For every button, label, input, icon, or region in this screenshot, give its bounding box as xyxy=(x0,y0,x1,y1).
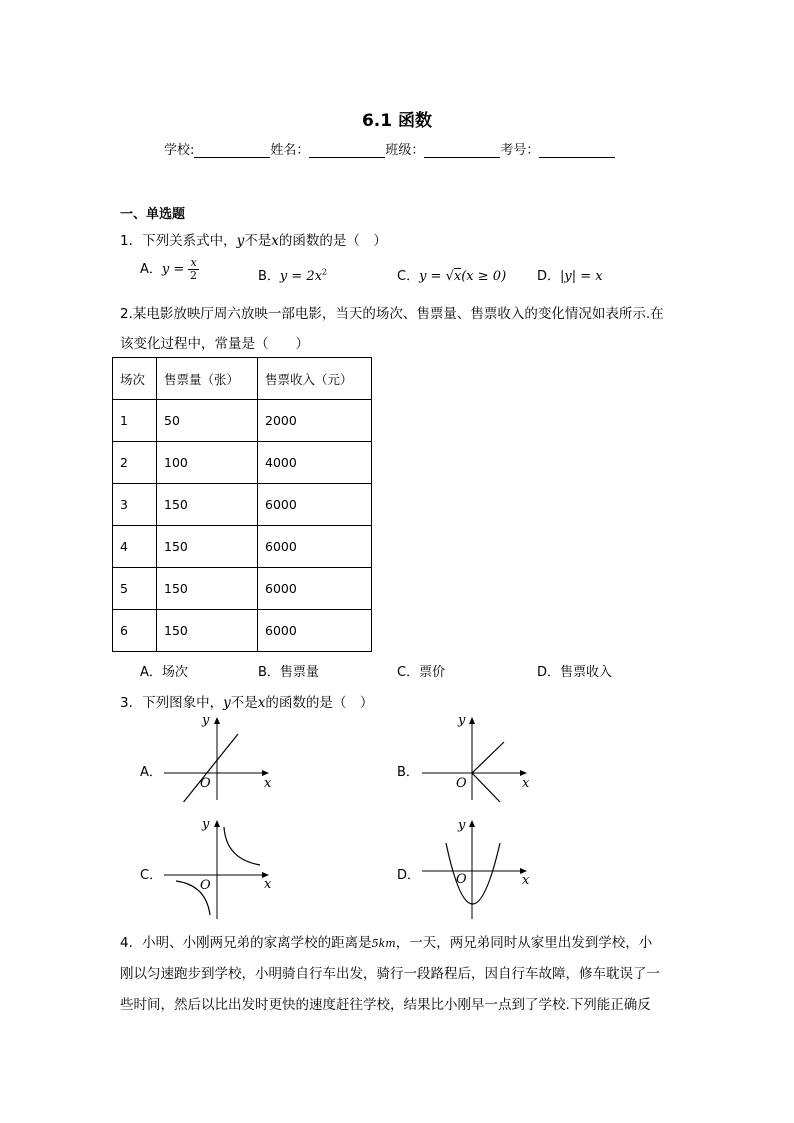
table-row xyxy=(113,442,372,484)
axis-y-label: y xyxy=(202,713,210,728)
graph-b xyxy=(418,712,538,802)
table-header-cell: 售票收入（元） xyxy=(258,358,372,400)
axis-x-label: x xyxy=(522,776,530,791)
graph-a xyxy=(160,712,280,802)
question-2-stem-line2: 该变化过程中，常量是（ ） xyxy=(120,336,309,352)
id-label: 考号： xyxy=(500,143,540,158)
graph-c xyxy=(160,815,280,920)
table-row xyxy=(113,526,372,568)
q1-option-a-fraction xyxy=(188,257,198,282)
q3-text-c: 的函数的是（ ） xyxy=(265,695,374,711)
q4-text-b: ，一天，两兄弟同时从家里出发到学校，小 xyxy=(395,935,653,951)
section-title: 一、单选题 xyxy=(120,207,186,222)
table-cell: 6000 xyxy=(258,610,372,652)
table-header-row xyxy=(113,358,372,400)
q1-var-y: y xyxy=(236,233,245,249)
q1-option-d-label: D． xyxy=(537,269,561,284)
q4-text-a: 4．小明、小刚两兄弟的家离学校的距离是 xyxy=(120,935,372,951)
q3-text-b: 不是 xyxy=(230,695,258,711)
table-cell: 100 xyxy=(157,442,258,484)
student-info-line xyxy=(164,139,615,158)
axis-x-label: x xyxy=(264,877,272,892)
origin-label: O xyxy=(456,872,467,887)
table-row xyxy=(113,484,372,526)
q1-option-c-lhs: y = xyxy=(419,269,446,284)
graph-c-label: C． xyxy=(140,868,163,883)
table-cell: 6000 xyxy=(258,526,372,568)
name-blank xyxy=(309,143,385,158)
origin-label: O xyxy=(456,776,467,791)
q3-var-x: x xyxy=(257,695,266,711)
question-3-stem xyxy=(120,691,373,711)
graph-d-label: D． xyxy=(397,868,421,883)
q1-text-b: 不是 xyxy=(244,233,272,249)
school-label: 学校: xyxy=(164,143,195,158)
table-cell: 150 xyxy=(157,610,258,652)
q1-text-c: 的函数的是（ ） xyxy=(278,233,387,249)
table-row xyxy=(113,568,372,610)
ticket-table xyxy=(112,357,372,652)
class-label: 班级： xyxy=(385,143,425,158)
table-cell: 6000 xyxy=(258,568,372,610)
graph-b-label: B． xyxy=(397,765,419,780)
axis-y-label: y xyxy=(202,817,210,832)
table-cell: 150 xyxy=(157,484,258,526)
q1-option-a xyxy=(140,257,199,282)
q1-option-c xyxy=(397,265,506,284)
table-cell: 4 xyxy=(113,526,157,568)
q3-var-y: y xyxy=(223,695,231,711)
q1-option-c-domain: (x ≥ 0) xyxy=(461,269,507,284)
question-2-stem-line1: 2.某电影放映厅周六放映一部电影，当天的场次、售票量、售票收入的变化情况如表所示.在 xyxy=(120,306,664,322)
axis-x-label: x xyxy=(522,873,530,888)
q1-option-a-lhs: y xyxy=(161,262,170,277)
axis-y-label: y xyxy=(458,713,466,728)
q2-option-b: B．售票量 xyxy=(258,665,319,680)
page-title: 6.1 函数 xyxy=(361,111,433,131)
school-blank xyxy=(194,143,270,158)
q1-text-a: 1．下列关系式中， xyxy=(120,233,237,249)
question-4-line3: 些时间，然后以比出发时更快的速度赶往学校，结果比小刚早一点到了学校.下列能正确反 xyxy=(120,997,651,1013)
q2-option-d: D．售票收入 xyxy=(537,665,613,680)
q1-option-b-expr: y = 2x xyxy=(279,269,323,284)
q1-option-d-expr: |y| = x xyxy=(560,269,603,284)
id-blank xyxy=(539,143,615,158)
q1-option-a-eq: = xyxy=(169,262,189,277)
class-blank xyxy=(424,143,500,158)
q1-option-b-label: B． xyxy=(258,269,280,284)
table-cell: 6 xyxy=(113,610,157,652)
question-1-stem xyxy=(120,229,387,249)
q1-option-b-exponent: 2 xyxy=(322,267,328,277)
q1-option-c-radicand: x xyxy=(453,269,462,284)
q1-option-a-label: A． xyxy=(140,262,162,277)
table-row xyxy=(113,610,372,652)
table-cell: 150 xyxy=(157,526,258,568)
table-cell: 2 xyxy=(113,442,157,484)
q1-var-x: x xyxy=(271,233,279,249)
q3-text-a: 3．下列图象中， xyxy=(120,695,224,711)
table-cell: 150 xyxy=(157,568,258,610)
table-cell: 6000 xyxy=(258,484,372,526)
axis-x-label: x xyxy=(264,776,272,791)
origin-label: O xyxy=(200,776,211,791)
q1-option-d xyxy=(537,265,603,284)
q1-option-c-label: C． xyxy=(397,269,420,284)
table-cell: 5 xyxy=(113,568,157,610)
q1-option-b xyxy=(258,265,327,284)
table-header-cell: 售票量（张） xyxy=(157,358,258,400)
table-cell: 50 xyxy=(157,400,258,442)
q2-option-c: C．票价 xyxy=(397,665,446,680)
fraction-numerator: x xyxy=(190,256,197,269)
table-cell: 3 xyxy=(113,484,157,526)
table-row xyxy=(113,400,372,442)
axis-y-label: y xyxy=(458,818,466,833)
table-cell: 4000 xyxy=(258,442,372,484)
graph-a-label: A． xyxy=(140,765,162,780)
origin-label: O xyxy=(200,878,211,893)
fraction-denominator: 2 xyxy=(190,269,198,282)
question-4-line2: 刚以匀速跑步到学校，小明骑自行车出发，骑行一段路程后，因自行车故障，修车耽误了一 xyxy=(120,966,660,982)
q2-option-a: A．场次 xyxy=(140,665,188,680)
graph-d xyxy=(418,815,538,920)
sqrt-icon: √ xyxy=(445,269,454,284)
table-header-cell: 场次 xyxy=(113,358,157,400)
q4-distance: 5km xyxy=(371,937,396,950)
table-cell: 1 xyxy=(113,400,157,442)
question-4-line1 xyxy=(120,931,652,951)
table-cell: 2000 xyxy=(258,400,372,442)
name-label: 姓名： xyxy=(270,143,310,158)
